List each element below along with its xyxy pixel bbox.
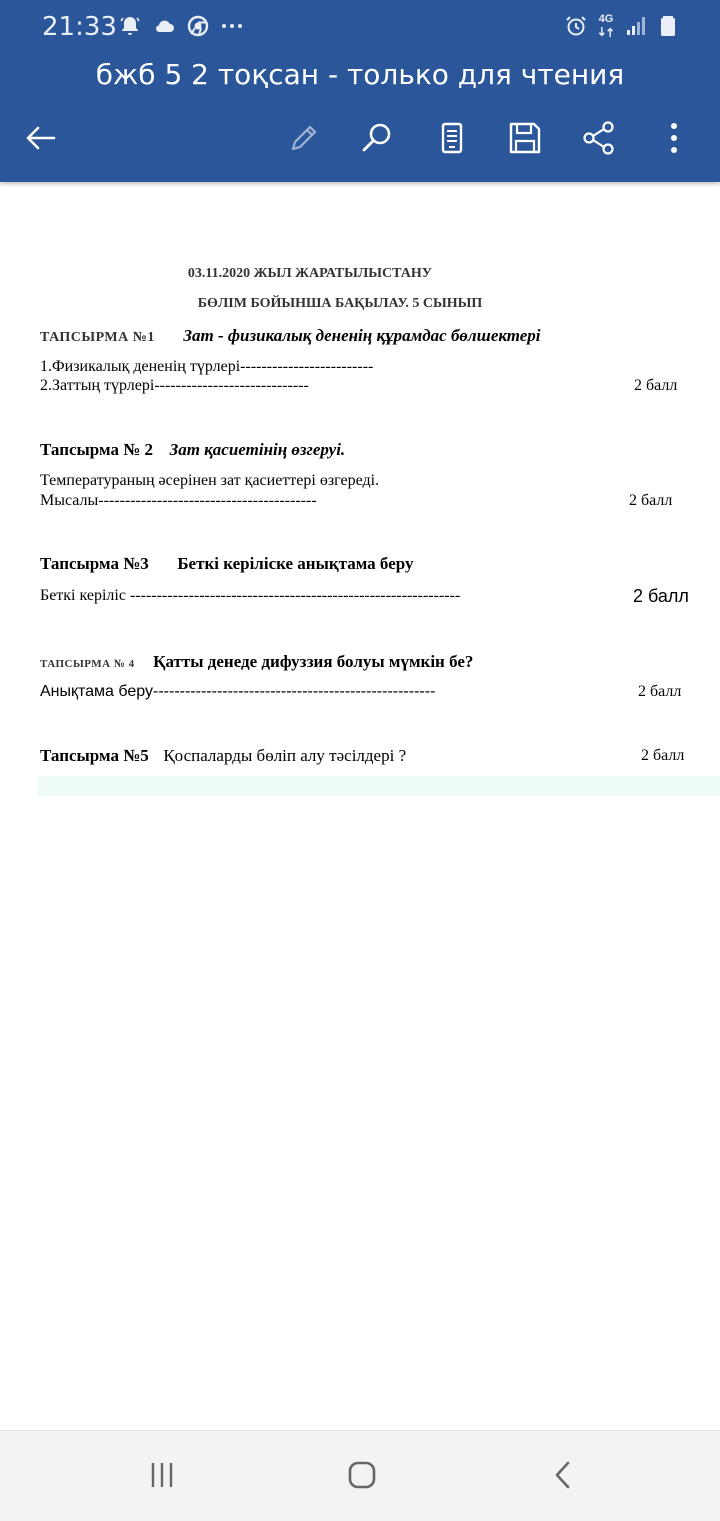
home-icon	[346, 1459, 378, 1496]
reading-view-icon	[434, 120, 470, 161]
search-icon	[359, 120, 395, 161]
task4-score: 2 балл	[638, 683, 682, 700]
alarm-bell-icon	[118, 14, 142, 38]
selection-highlight	[38, 776, 720, 796]
task2-line1: Температураның әсерінен зат қасиеттері өзгереді.	[40, 472, 380, 489]
back-arrow-icon	[22, 120, 58, 161]
app-header	[0, 0, 720, 182]
recent-apps-button[interactable]	[140, 1455, 184, 1499]
cloud-icon	[152, 14, 176, 38]
task2-label: Тапсырма № 2	[40, 440, 154, 459]
status-time: 21:33	[42, 12, 117, 42]
task3-score: 2 балл	[633, 586, 689, 606]
status-right-icons	[564, 14, 680, 38]
task3-line1: Беткі керіліс --------------------------------------------------------------	[40, 587, 461, 604]
task5-heading	[40, 746, 406, 766]
task3-label: Тапсырма №3	[40, 554, 149, 573]
more-dots-icon	[220, 14, 244, 38]
network-label: 4G	[598, 13, 614, 25]
home-button[interactable]	[340, 1455, 384, 1499]
task4-title: Қатты денеде дифуззия болуы мүмкін бе?	[153, 652, 474, 671]
back-icon	[548, 1459, 580, 1496]
task1-score: 2 балл	[634, 377, 678, 394]
reading-view-button[interactable]	[430, 118, 474, 162]
doc-header-line-1: 03.11.2020 ЖЫЛ ЖАРАТЫЛЫСТАНУ	[187, 266, 433, 281]
task1-heading	[40, 326, 541, 346]
task2-title: Зат қасиетінің өзгеруі.	[169, 440, 346, 459]
chrome-icon	[186, 14, 210, 38]
task2-heading	[40, 440, 345, 460]
recent-apps-icon	[146, 1459, 178, 1496]
task2-score: 2 балл	[629, 492, 673, 509]
task5-title: Қоспаларды бөліп алу тәсілдері ?	[163, 746, 407, 765]
task1-line2: 2.Заттың түрлері-----------------------------	[40, 377, 309, 394]
document-page[interactable]	[0, 182, 720, 1430]
status-left-icons	[118, 14, 244, 38]
back-button[interactable]	[18, 118, 62, 162]
task1-title: Зат - физикалық дененің құрамдас бөлшектері	[183, 326, 541, 345]
task2-line2: Мысалы-----------------------------------------	[40, 492, 317, 509]
edit-pencil-icon	[286, 120, 322, 161]
task4-heading	[40, 652, 473, 672]
save-button[interactable]	[503, 118, 547, 162]
task1-label: ТАПСЫРМА №1	[40, 330, 155, 345]
task4-line1: Анықтама беру-----------------------------------------------------	[40, 683, 436, 700]
battery-icon	[656, 14, 680, 38]
save-icon	[507, 120, 543, 161]
share-button[interactable]	[577, 118, 621, 162]
doc-header-line-2: БӨЛІМ БОЙЫНША БАҚЫЛАУ. 5 СЫНЫП	[197, 296, 483, 311]
search-button[interactable]	[355, 118, 399, 162]
task1-line1: 1.Физикалық дененің түрлері-------------------------	[40, 358, 374, 375]
alarm-clock-icon	[564, 14, 588, 38]
task4-label: ТАПСЫРМА № 4	[40, 658, 135, 670]
task5-score: 2 балл	[641, 747, 685, 764]
system-nav-bar	[0, 1430, 720, 1521]
task3-title: Беткі керіліске анықтама беру	[177, 554, 414, 573]
edit-button[interactable]	[282, 118, 326, 162]
task3-heading	[40, 554, 413, 574]
more-vert-icon	[656, 120, 692, 161]
signal-icon	[624, 14, 648, 38]
network-4g-icon	[596, 14, 616, 38]
share-icon	[581, 120, 617, 161]
nav-back-button[interactable]	[542, 1455, 586, 1499]
task5-label: Тапсырма №5	[40, 746, 149, 765]
more-options-button[interactable]	[652, 118, 696, 162]
document-title: бжб 5 2 тоқсан - только для чтения	[95, 58, 625, 91]
